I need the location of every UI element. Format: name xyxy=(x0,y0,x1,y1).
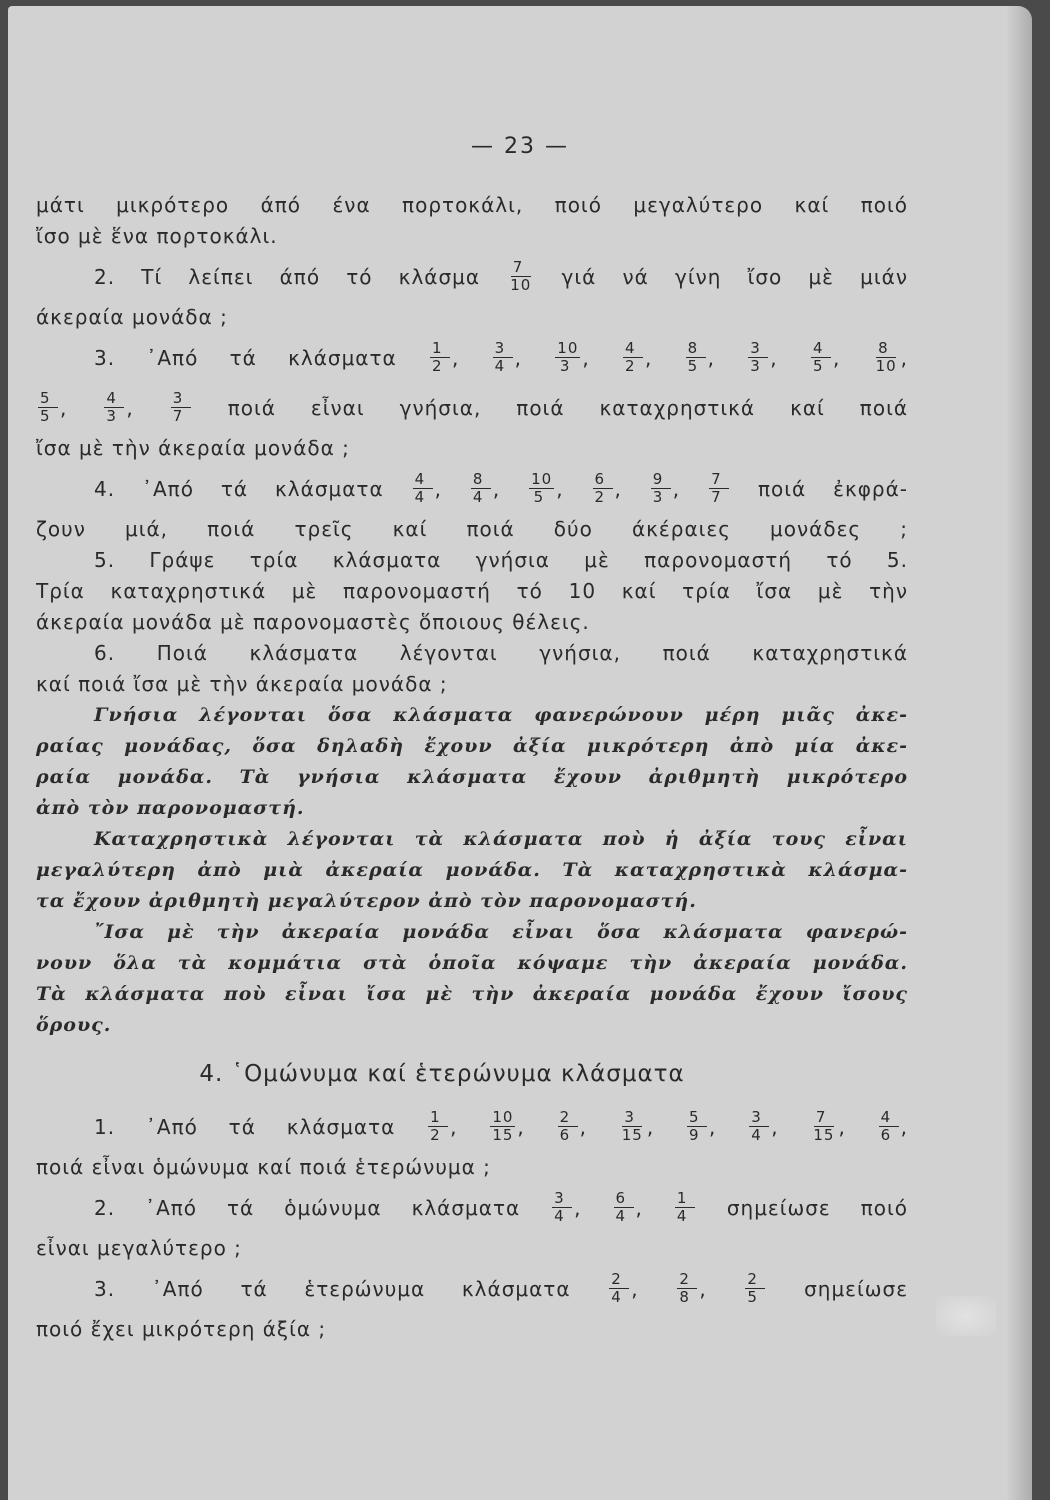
fraction xyxy=(413,471,433,506)
numerator: 4 xyxy=(879,1109,899,1127)
fraction xyxy=(623,340,643,375)
definitions-block xyxy=(36,700,908,1041)
denominator: 2 xyxy=(430,1126,441,1144)
exercise-text: σημείωσε xyxy=(804,1277,908,1301)
fraction xyxy=(508,259,533,294)
numerator: 3 xyxy=(622,1109,642,1127)
denominator: 10 xyxy=(510,276,532,294)
fraction xyxy=(811,340,831,375)
denominator: 8 xyxy=(679,1288,690,1306)
exercise-text: ποιά ἐκφρά- xyxy=(757,477,909,501)
denominator: 5 xyxy=(812,357,824,375)
numerator: 4 xyxy=(104,390,124,408)
numerator: 6 xyxy=(614,1190,634,1208)
section-exercise-2 xyxy=(36,1183,908,1233)
section-heading: 4. ῾Ομώνυμα καί ἑτερώνυμα κλάσματα xyxy=(199,1061,685,1087)
denominator: 4 xyxy=(494,357,506,375)
fraction xyxy=(471,471,491,506)
italic-line: Τὰ κλάσματα ποὺ εἶναι ἴσα μὲ τὴν ἀκεραία μονάδα ἔχουν ἴσους xyxy=(36,983,908,1005)
italic-line: Γνήσια λέγονται ὅσα κλάσματα φανερώνουν μέρη μιᾶς ἀκε- xyxy=(94,704,908,726)
numerator: 3 xyxy=(552,1190,572,1208)
fraction xyxy=(651,471,671,506)
denominator: 4 xyxy=(676,1207,688,1225)
exercise-text: 3. ᾽Από τά ἑτερώνυμα κλάσματα xyxy=(94,1277,571,1301)
fraction xyxy=(529,471,554,506)
fraction xyxy=(811,1109,836,1144)
denominator: 3 xyxy=(106,407,117,425)
numerator: 4 xyxy=(413,471,433,489)
exercise-text: γιά νά γίνη ἴσο μὲ μιάν xyxy=(561,265,909,289)
fraction-list: $\frac{5}{5}$ , $\frac{4}{3}$ , $\frac{3}{7}$ xyxy=(36,396,193,420)
fraction xyxy=(558,1109,578,1144)
exercise-text: ποιά εἶναι γνήσια, ποιά καταχρηστικά καί ποιά xyxy=(227,396,909,420)
fraction xyxy=(620,1109,645,1144)
numerator: 3 xyxy=(748,340,768,358)
denominator: 7 xyxy=(711,488,722,506)
exercise-4 xyxy=(36,464,908,514)
text-line: μάτι μικρότερο άπό ένα πορτοκάλι, ποιό μεγαλύτερο καί ποιό xyxy=(36,193,908,217)
denominator: 4 xyxy=(554,1207,565,1225)
fraction xyxy=(104,390,124,425)
numerator: 2 xyxy=(558,1109,578,1127)
fraction xyxy=(709,471,729,506)
denominator: 5 xyxy=(747,1288,758,1306)
numerator: 2 xyxy=(745,1271,765,1289)
text-line: Τρία καταχρηστικά μὲ παρονομαστή τό 10 καί τρία ἴσα μὲ τὴν xyxy=(36,579,908,603)
denominator: 5 xyxy=(533,488,545,506)
text-line: άκεραία μονάδα μὲ παρονομαστὲς ὅποιους θέλεις. xyxy=(36,610,590,634)
fraction xyxy=(749,1109,769,1144)
numerator: 4 xyxy=(811,340,831,358)
fraction xyxy=(874,340,899,375)
italic-line: ραία μονάδα. Τὰ γνήσια κλάσματα ἔχουν ἀριθμητὴ μικρότερο xyxy=(36,766,908,788)
numerator: 7 xyxy=(814,1109,834,1127)
denominator: 4 xyxy=(615,1207,627,1225)
italic-line: τα ἔχουν ἀριθμητὴ μεγαλύτερον ἀπὸ τὸν παρονομαστή. xyxy=(36,890,697,912)
numerator: 10 xyxy=(492,1108,514,1126)
fraction xyxy=(614,1190,634,1225)
text-line: ἴσα μὲ τὴν άκεραία μονάδα ; xyxy=(36,436,350,460)
page-edge-shadow xyxy=(1006,6,1032,1500)
fraction xyxy=(171,390,191,425)
exercise-text: 4. ᾽Από τά κλάσματα xyxy=(94,477,384,501)
italic-line: ραίας μονάδας, ὅσα δηλαδὴ ἔχουν ἀξία μικρότερη ἀπὸ μία ἀκε- xyxy=(36,735,908,757)
numerator: 3 xyxy=(493,340,513,358)
text-line: 5. Γράψε τρία κλάσματα γνήσια μὲ παρονομαστή τό 5. xyxy=(94,548,908,572)
numerator: 4 xyxy=(623,340,643,358)
fraction-list: $\frac{3}{4}$ , $\frac{6}{4}$ , $\frac{1}{4}$ xyxy=(550,1196,697,1220)
text-line: ποιό ἔχει μικρότερη άξία ; xyxy=(36,1317,327,1341)
italic-line: ῎Ισα μὲ τὴν ἀκεραία μονάδα εἶναι ὅσα κλάσματα φανερώ- xyxy=(94,921,908,943)
denominator: 4 xyxy=(414,488,426,506)
numerator: 2 xyxy=(677,1271,697,1289)
denominator: 15 xyxy=(813,1126,835,1144)
denominator: 3 xyxy=(652,488,664,506)
text-line: καί ποιά ἴσα μὲ τὴν άκεραία μονάδα ; xyxy=(36,672,448,696)
fraction xyxy=(593,471,613,506)
denominator: 4 xyxy=(472,488,484,506)
fraction xyxy=(493,340,513,375)
denominator: 2 xyxy=(625,357,636,375)
exercise-text: σημείωσε ποιό xyxy=(726,1196,908,1220)
numerator: 8 xyxy=(686,340,706,358)
text-line: 6. Ποιά κλάσματα λέγονται γνήσια, ποιά καταχρηστικά xyxy=(94,641,908,665)
denominator: 10 xyxy=(875,357,897,375)
denominator: 6 xyxy=(559,1126,571,1144)
denominator: 4 xyxy=(751,1126,762,1144)
numerator: 9 xyxy=(651,471,671,489)
denominator: 2 xyxy=(432,357,443,375)
numerator: 5 xyxy=(38,390,58,408)
numerator: 10 xyxy=(557,339,579,357)
text-line: ζουν μιά, ποιά τρεῖς καί ποιά δύο άκέραιες μονάδες ; xyxy=(36,517,908,541)
section-exercise-1 xyxy=(36,1102,908,1152)
fraction xyxy=(745,1271,765,1306)
fraction-list: $\frac{4}{4}$ , $\frac{8}{4}$ , $\frac{10}{5}$ , $\frac{6}{2}$ , $\frac{9}{3}$ , $\frac{7}{7}$ xyxy=(411,477,732,501)
text-line: άκεραία μονάδα ; xyxy=(36,305,228,329)
book-page xyxy=(8,6,1032,1500)
exercise-text: 2. Τί λείπει άπό τό κλάσμα xyxy=(94,265,481,289)
denominator: 15 xyxy=(621,1126,643,1144)
numerator: 10 xyxy=(531,470,553,488)
numerator: 6 xyxy=(593,471,613,489)
exercise-text: 1. ᾽Από τά κλάσματα xyxy=(94,1115,396,1139)
exercise-text: 2. ᾽Από τά ὁμώνυμα κλάσματα xyxy=(94,1196,521,1220)
denominator: 4 xyxy=(611,1288,622,1306)
numerator: 7 xyxy=(511,259,531,277)
numerator: 3 xyxy=(171,390,191,408)
italic-line: ἀπὸ τὸν παρονομαστή. xyxy=(36,797,305,819)
fraction xyxy=(609,1271,629,1306)
numerator: 8 xyxy=(471,471,491,489)
text-line: εἶναι μεγαλύτερο ; xyxy=(36,1236,242,1260)
fraction xyxy=(748,340,768,375)
fraction xyxy=(430,340,450,375)
numerator: 7 xyxy=(709,471,729,489)
fraction-list: $\frac{1}{2}$ , $\frac{10}{15}$ , $\frac{2}{6}$ , $\frac{3}{15}$ , $\frac{5}{9}$ , $\frac{3}{4}$ , $\frac{7}{15}$ , $\frac{4}{6}$ , xyxy=(430,1108,908,1144)
text-line: ἴσο μὲ ἕνα πορτοκάλι. xyxy=(36,224,278,248)
fraction xyxy=(428,1109,448,1144)
italic-line: ὅρους. xyxy=(36,1014,112,1036)
denominator: 5 xyxy=(40,407,51,425)
page-number: — 23 — xyxy=(471,134,569,159)
denominator: 5 xyxy=(687,357,699,375)
denominator: 3 xyxy=(750,357,761,375)
fraction xyxy=(490,1109,515,1144)
numerator: 2 xyxy=(609,1271,629,1289)
exercise-3 xyxy=(36,333,908,383)
fraction xyxy=(686,340,706,375)
denominator: 7 xyxy=(172,407,184,425)
fraction xyxy=(879,1109,899,1144)
italic-line: μεγαλύτερη ἀπὸ μιὰ ἀκεραία μονάδα. Τὰ καταχρηστικὰ κλάσμα- xyxy=(36,859,908,881)
denominator: 15 xyxy=(492,1126,514,1144)
denominator: 9 xyxy=(689,1126,700,1144)
numerator: 1 xyxy=(428,1109,448,1127)
paper-stain xyxy=(936,1296,996,1336)
fraction-list: $\frac{1}{2}$ , $\frac{3}{4}$ , $\frac{10}{3}$ , $\frac{4}{2}$ , $\frac{8}{5}$ , $\frac{3}{3}$ , $\frac{4}{5}$ , $\frac{8}{10}$ , xyxy=(432,339,909,375)
fraction-list: $\frac{2}{4}$ , $\frac{2}{8}$ , $\frac{2}{5}$ xyxy=(607,1277,767,1301)
denominator: 6 xyxy=(880,1126,892,1144)
numerator: 1 xyxy=(430,340,450,358)
fraction xyxy=(677,1271,697,1306)
section-exercise-3 xyxy=(36,1264,908,1314)
exercise-text: 3. ᾽Από τά κλάσματα xyxy=(94,346,397,370)
exercise-2 xyxy=(36,252,908,302)
numerator: 8 xyxy=(876,340,896,358)
fraction xyxy=(675,1190,695,1225)
numerator: 1 xyxy=(675,1190,695,1208)
italic-line: Καταχρηστικὰ λέγονται τὰ κλάσματα ποὺ ἡ ἀξία τους εἶναι xyxy=(94,828,908,850)
denominator: 2 xyxy=(594,488,606,506)
text-line: ποιά εἶναι ὁμώνυμα καί ποιά ἑτερώνυμα ; xyxy=(36,1155,491,1179)
fraction xyxy=(38,390,58,425)
italic-line: νουν ὅλα τὰ κομμάτια στὰ ὁποῖα κόψαμε τὴν ἀκεραία μονάδα. xyxy=(36,952,908,974)
fraction xyxy=(687,1109,707,1144)
fraction xyxy=(555,340,580,375)
denominator: 3 xyxy=(559,357,571,375)
numerator: 5 xyxy=(687,1109,707,1127)
page-content xyxy=(36,190,908,1345)
numerator: 3 xyxy=(749,1109,769,1127)
fraction xyxy=(552,1190,572,1225)
exercise-3-cont xyxy=(36,383,908,433)
